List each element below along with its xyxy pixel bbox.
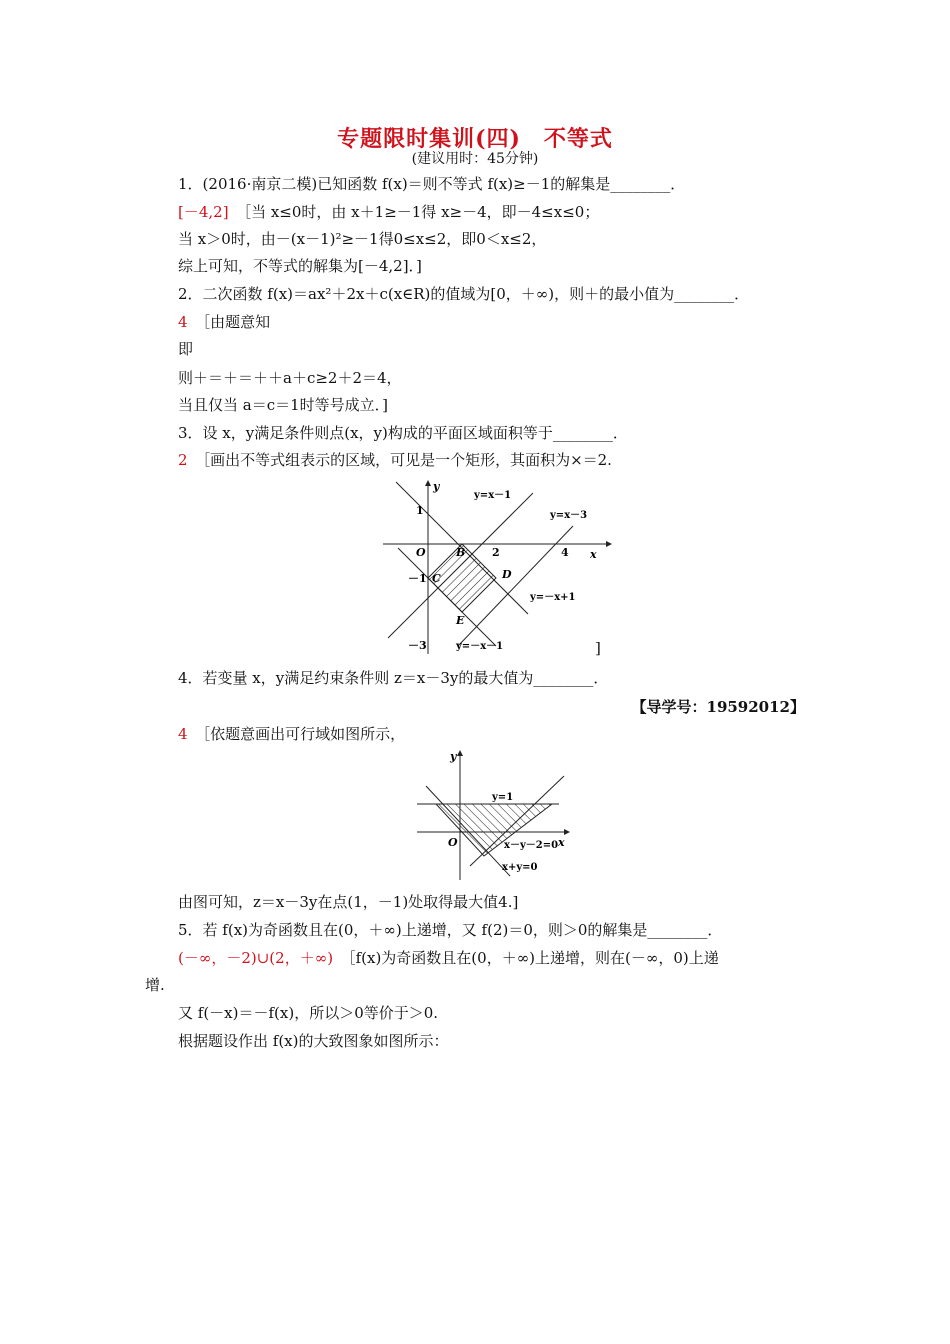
q5-solution-3: 根据题设作出 f(x)的大致图象如图所示：: [178, 1032, 449, 1050]
tick-4: 4: [561, 546, 569, 559]
page-subtitle: (建议用时：45分钟): [411, 151, 539, 167]
q1-solution-3: 综上可知，不等式的解集为[－4,2]．]: [178, 257, 422, 275]
tick-neg1: －1: [408, 572, 427, 585]
q2-solution-1: ［由题意知: [202, 313, 271, 331]
point-D: D: [502, 568, 512, 581]
y-arrow-icon: [425, 480, 431, 486]
q2-text: 2．二次函数 f(x)＝ax²＋2x＋c(x∈R)的值域为[0，＋∞)，则＋的最小值为________．: [178, 285, 750, 303]
q4-text: 4．若变量 x，y满足约束条件则 z＝x－3y的最大值为________．: [178, 669, 609, 687]
q1-solution-1: ［当 x≤0时，由 x＋1≥－1得 x≥－4，即－4≤x≤0；: [243, 203, 600, 221]
q5-text: 5．若 f(x)为奇函数且在(0，＋∞)上递增，又 f(2)＝0，则＞0的解集是________．: [178, 921, 723, 939]
q2-solution-3: 则＋＝＋＝＋＋a＋c≥2＋2＝4，: [178, 369, 402, 387]
point-E: E: [456, 614, 465, 627]
q4-answer: 4: [178, 725, 188, 743]
q2-solution-4: 当且仅当 a＝c＝1时等号成立．]: [178, 396, 389, 414]
q3-answer-line: [178, 450, 612, 470]
q5-solution-2: 又 f(－x)＝－f(x)，所以＞0等价于＞0.: [178, 1004, 439, 1022]
q1-solution-2: 当 x＞0时，由－(x－1)²≥－1得0≤x≤2，即0＜x≤2，: [178, 230, 547, 248]
closing-bracket: ]: [595, 639, 601, 657]
point-B: B: [456, 546, 466, 559]
q1-answer: [－4,2]: [178, 203, 229, 221]
q1-text: 1．(2016·南京二模)已知函数 f(x)＝则不等式 f(x)≥－1的解集是________．: [178, 175, 686, 193]
label-x-minus-y-2: x－y－2=0: [504, 840, 559, 851]
q2-solution-2: 即: [178, 340, 194, 358]
label-y-neg-x-1: y=－x+1: [530, 592, 576, 603]
q4-solution-1: ［依题意画出可行域如图所示，: [202, 725, 406, 743]
label-x-plus-y-0: x+y=0: [502, 862, 538, 873]
q5-solution-1: ［f(x)为奇函数且在(0，＋∞)上递增，则在(－∞，0)上递: [348, 949, 719, 967]
y-axis-label: y: [450, 750, 457, 763]
label-y-1: y=1: [492, 792, 514, 803]
page-title: 专题限时集训(四) 不等式: [337, 126, 613, 152]
x-arrow-icon: [564, 829, 570, 835]
x-axis-label: x: [558, 836, 565, 849]
y-axis-label: y: [433, 480, 440, 493]
figure-rectangle-region: [378, 478, 614, 658]
q2-answer-line: [178, 312, 270, 332]
point-C: C: [432, 572, 441, 585]
x-arrow-icon: [606, 541, 612, 547]
x-axis-label: x: [590, 548, 597, 561]
q2-answer: 4: [178, 313, 188, 331]
q3-solution-1: ［画出不等式组表示的区域，可见是一个矩形，其面积为×＝2.: [202, 451, 612, 469]
q1-answer-line: [178, 202, 599, 222]
label-y-x-3: y=x－3: [550, 510, 588, 521]
tick-1: 1: [416, 504, 424, 517]
q5-answer: (－∞，－2)∪(2，＋∞): [178, 949, 334, 967]
label-y-x-1: y=x－1: [474, 490, 512, 501]
figure-feasible-region: [414, 746, 574, 882]
label-y-neg-x-neg1: y=－x－1: [456, 641, 504, 652]
q3-answer: 2: [178, 451, 188, 469]
y-arrow-icon: [457, 750, 463, 756]
q5-answer-line: [178, 948, 719, 968]
q4-solution-2: 由图可知，z＝x－3y在点(1，－1)处取得最大值4.]: [178, 893, 519, 911]
q3-text: 3．设 x，y满足条件则点(x，y)构成的平面区域面积等于________．: [178, 424, 628, 442]
q4-answer-line: [178, 724, 405, 744]
guide-number: 【导学号：19592012】: [631, 698, 805, 716]
tick-neg3: －3: [408, 639, 427, 652]
q5-solution-1-cont: 增.: [145, 976, 165, 994]
origin-label: O: [448, 836, 458, 849]
origin-label: O: [416, 546, 426, 559]
tick-2: 2: [492, 546, 500, 559]
